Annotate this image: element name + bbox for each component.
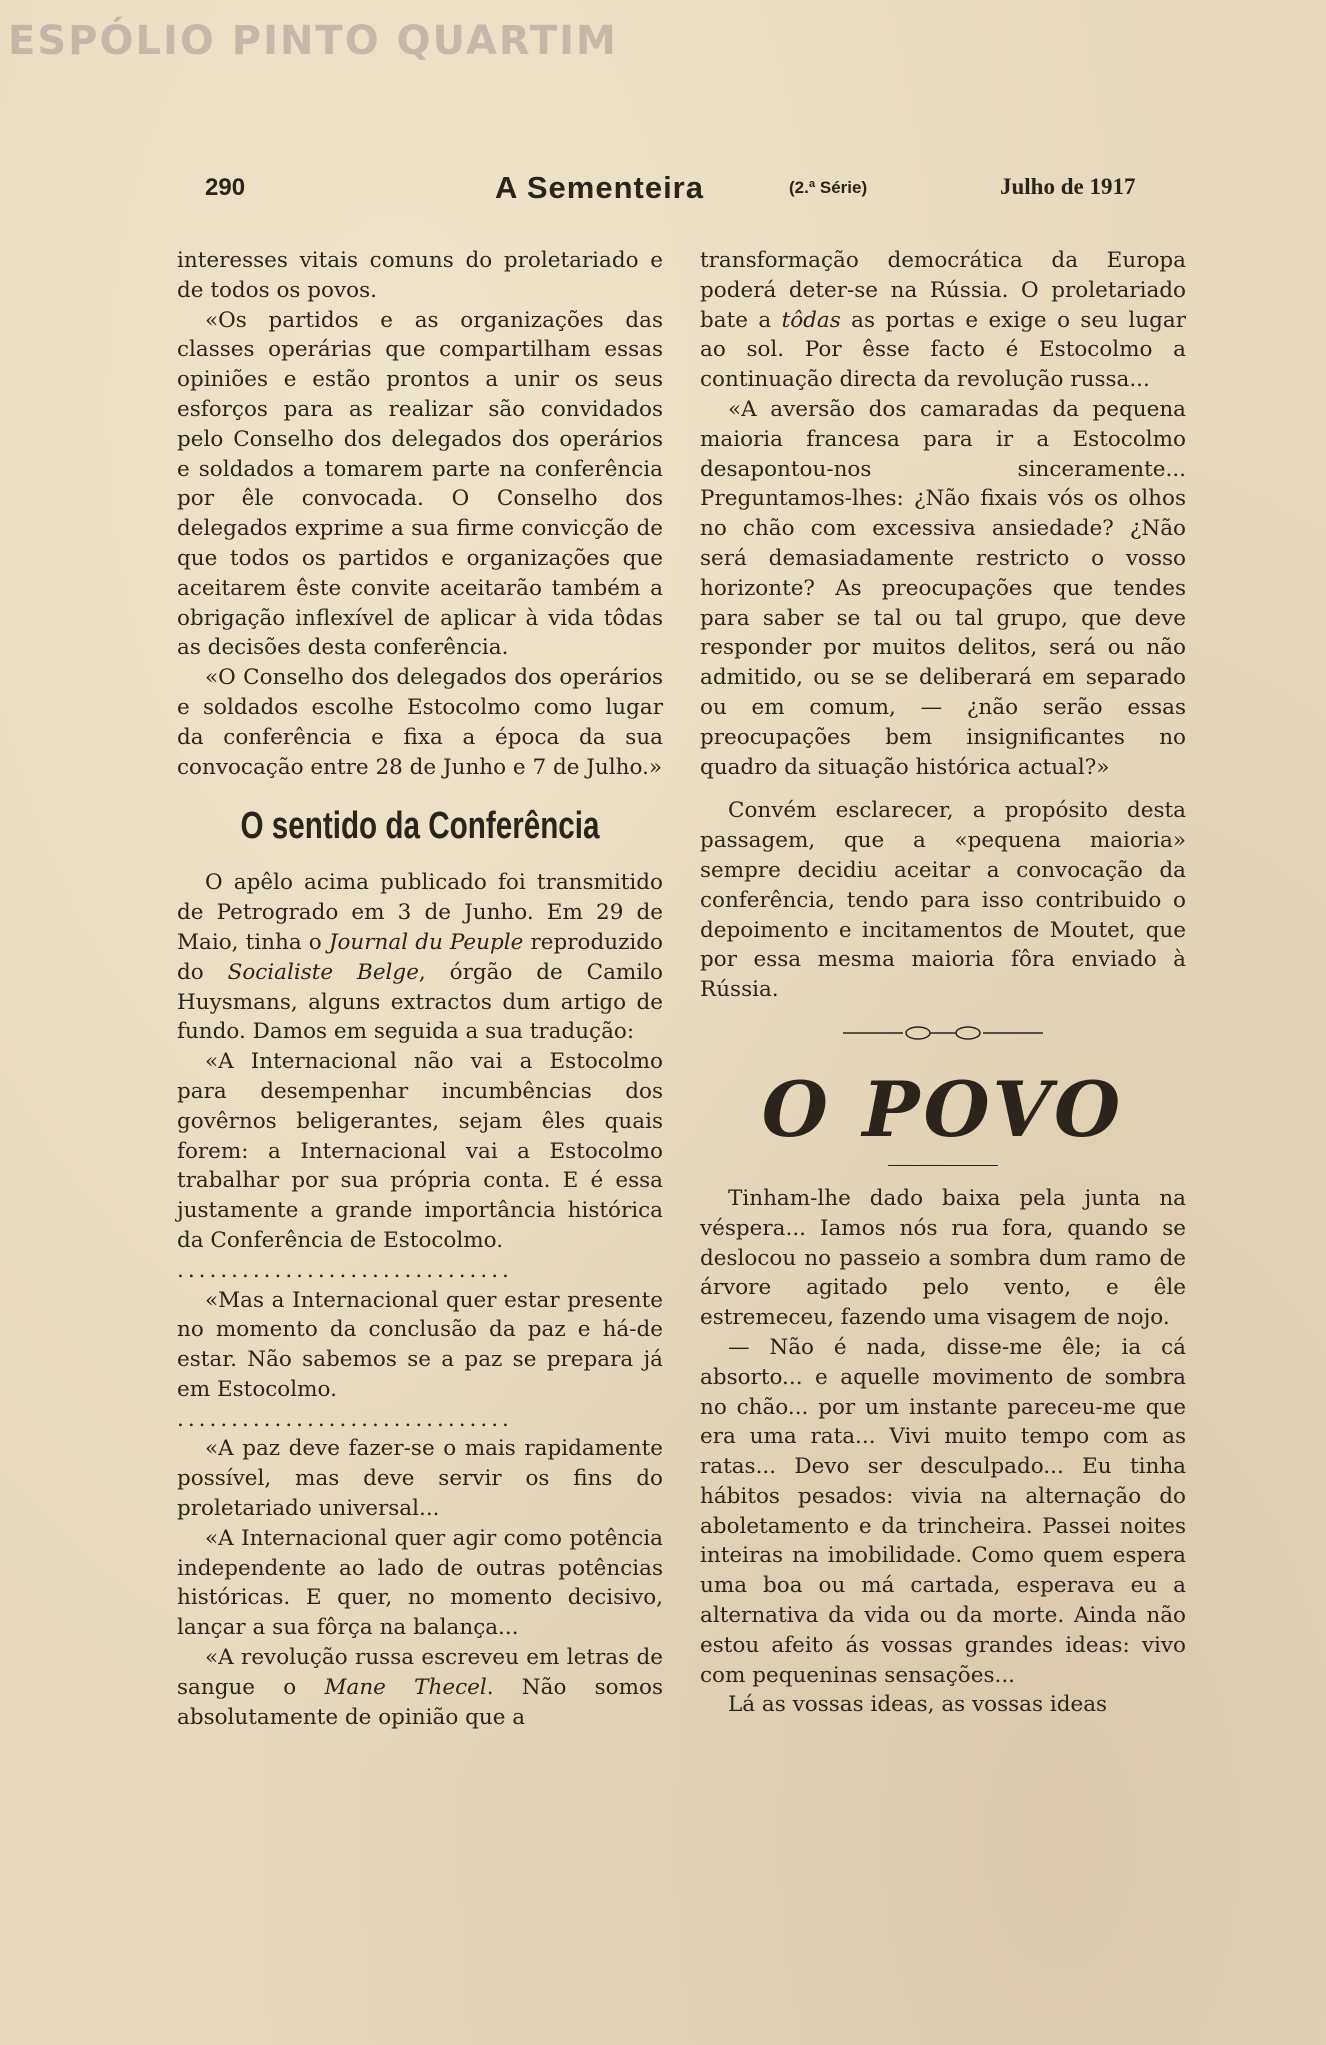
right-paragraph-6: Lá as vossas ideas, as vossas ideas xyxy=(728,1692,1108,1718)
emphasis-word: tôdas xyxy=(781,307,841,333)
page-number: 290 xyxy=(205,174,246,201)
left-column xyxy=(177,246,663,1732)
ornament-divider xyxy=(700,1023,1186,1057)
left-paragraph-3: «O Conselho dos delegados dos operários e soldados escolhe Estocolmo como lugar da conferência e fixa a época da sua convocação entre 28 de Junho e 7 de Julho.» xyxy=(177,665,663,780)
text-run: transformação democrática da Europa poderá deter-se na Rússia. O proletariado bate a xyxy=(700,248,1186,333)
right-paragraph-3: Convém esclarecer, a propósito desta passagem, que a «pequena maioria» sempre decidiu aceitar a convocação da conferência, tendo para isso contribuido o depoimento e incitamentos de Moutet, que por essa mesma maioria fôra enviado à Rússia. xyxy=(700,798,1186,1003)
left-paragraph-8: «A Internacional quer agir como potência independente ao lado de outras potências históricas. E quer, no momento decisivo, lançar a sua fôrça na balança... xyxy=(177,1525,663,1641)
left-paragraph-9 xyxy=(177,1643,663,1732)
journal-title: Socialiste Belge xyxy=(227,959,419,985)
left-paragraph-6: «Mas a Internacional quer estar presente no momento da conclusão da paz e há-de estar. Não sabemos se a paz se prepara já em Estocolmo. xyxy=(177,1287,663,1402)
right-paragraph-4: Tinham-lhe dado baixa pela junta na véspera... Iamos nós rua fora, quando se deslocou no passeio a sombra dum ramo de árvore agitado pelo vento, e êle estremeceu, fazendo uma visagem de nojo. xyxy=(700,1185,1186,1331)
left-paragraph-7: «A paz deve fazer-se o mais rapidamente possível, mas deve servir os fins do proletariado universal... xyxy=(177,1436,663,1522)
left-paragraph-5: «A Internacional não vai a Estocolmo para desempenhar incumbências dos govêrnos beligerantes, sejam êles quais forem: a Internacional vai a Estocolmo trabalhar por sua própria conta. E é essa justamente a grande importância histórica da Conferência de Estocolmo. xyxy=(177,1049,663,1253)
phrase-italic: Mane Thecel xyxy=(324,1674,487,1700)
section-heading-conference: O sentido da Conferência xyxy=(240,805,600,848)
publication-title: A Sementeira xyxy=(495,170,704,205)
text-run: , órgão de Camilo Huysmans, alguns extractos dum artigo de fundo. Damos em seguida a sua tradução: xyxy=(177,959,663,1045)
left-paragraph-4 xyxy=(177,868,663,1047)
right-paragraph-5: — Não é nada, disse-me êle; ia cá absorto... e aquelle movimento de sombra no chão... por um instante pareceu-me que era uma rata... Vivi muito tempo com as ratas... Devo ser desculpado... Eu tinha hábitos pesados: vivia na alternação do aboletamento e da trincheira. Passei noites inteiras na imobilidade. Como quem espera uma boa ou má cartada, esperava eu a alternativa da vida ou da morte. Ainda não estou afeito ás vossas grandes ideas: vivo com pequeninas sensações... xyxy=(700,1334,1186,1688)
heading-rule xyxy=(888,1165,998,1166)
ellipsis-line: ............................... xyxy=(177,1406,513,1432)
text-run: O apêlo acima publicado foi transmitido de Petrogrado em 3 de Junho. Em 29 de Maio, tinha o xyxy=(177,870,663,955)
series-label: (2.ª Série) xyxy=(789,178,868,197)
text-run: as portas e exige o seu lugar ao sol. Por êsse facto é Estocolmo a continuação directa da revolução russa... xyxy=(700,307,1186,393)
text-run: «A revolução russa escreveu em letras de sangue o xyxy=(177,1645,663,1700)
right-paragraph-2: «A aversão dos camaradas da pequena maioria francesa para ir a Estocolmo desapontou-nos sinceramente... Preguntamos-lhes: ¿Não fixais vós os olhos no chão com excessiva ansiedade? ¿Não será demasiadamente restricto o vosso horizonte? As preocupações que tendes para saber se tal ou tal grupo, que deve responder por muitos delitos, será ou não admitido, ou se se deliberará em separado ou em comum, — ¿não serão essas preocupações bem insignificantes no quadro da situação histórica actual?» xyxy=(700,396,1186,780)
right-column xyxy=(700,246,1186,1720)
text-run: . Não somos absolutamente de opinião que a xyxy=(177,1674,663,1730)
journal-title: Journal du Peuple xyxy=(328,929,524,955)
right-paragraph-1 xyxy=(700,246,1186,395)
text-run: reproduzido do xyxy=(177,929,664,985)
ornament-icon xyxy=(843,1023,1043,1043)
section-heading-povo: O POVO xyxy=(761,1064,1125,1154)
left-paragraph-2: «Os partidos e as organizações das classes operárias que compartilham essas opiniões e estão prontos a unir os seus esforços para as realizar são convidados pelo Conselho dos delegados dos operários e soldados a tomarem parte na conferência por êle convocada. O Conselho dos delegados exprime a sua firme convicção de que todos os partidos e organizações que aceitarem êste convite aceitarão também a obrigação inflexível de aplicar à vida tôdas as decisões desta conferência. xyxy=(177,307,663,661)
page-header xyxy=(205,170,1145,206)
left-paragraph-1: interesses vitais comuns do proletariado e de todos os povos. xyxy=(177,248,663,303)
archive-stamp: ESPÓLIO PINTO QUARTIM xyxy=(8,18,618,64)
ellipsis-line: ............................... xyxy=(177,1257,513,1283)
issue-date: Julho de 1917 xyxy=(1000,174,1136,199)
